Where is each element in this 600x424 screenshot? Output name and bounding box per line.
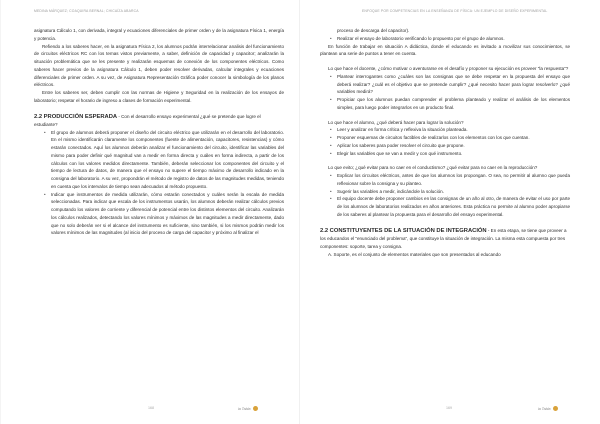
right-running-head: ENFOQUE POR COMPETENCIAS EN LA ENSEÑANZA DE FÍSICA: UN EJEMPLO DE DISEÑO EXPERIMENTAL <box>362 9 548 13</box>
list-item: • Leer y analizar en forma crítica y reflexiva la situación planteada. <box>337 126 570 134</box>
list-item: • Indicar que instrumentos de medida utilizarán, cómo estarán conectados y cuáles serán la escala de medida seleccionadas. Para indicar que escala de los instrumentos usarán, los alumnos deberán realizar cálculos previos computando los valores de corriente y diferencial de potencial entre los distintos elementos del circuito. Analizarán los cálculos realizados, detectando los valores mínimos y máximos de las magnitudes a medir directamente, dado que no solo deberán ver si el alcance del instrumento es suficiente, sino también, si los mismos podrán medir los valores mínimos de las magnitudes (al inicio del proceso de carga del capacitor y próximo al finalizar el <box>51 191 284 238</box>
brand-text: ia Tabla <box>238 406 251 411</box>
paragraph: En función de trabajar en situación A didáctica, donde el educando es invitado a movilizar sus conocimientos, se plantean una serie de puntos a tener en cuenta. <box>320 43 570 57</box>
bullet-list <box>320 126 570 157</box>
page-number: 169 <box>446 406 452 410</box>
list-item: • Sugerir las variables a medir, indicándole la solución. <box>337 188 570 196</box>
paragraph: Lo que evito; ¿qué evitar para no caer en el conductismo? ¿qué evitar para no caer en la reproducción? <box>328 165 538 171</box>
right-page-content <box>320 27 570 258</box>
section-lead: - Con el desarrollo ensayo experimental ¿qué se pretende que logre el estudiante? <box>34 113 261 127</box>
paragraph: Lo que hace el docente, ¿cómo motivar o aventurarse en el desafío y proponer su ejecución es proveer "la respuesta"? <box>328 66 569 71</box>
right-footer-brand <box>538 406 558 411</box>
left-page-content <box>34 27 284 237</box>
list-item: • Elegir las variables que se van a medir y con qué instrumento. <box>337 150 570 158</box>
list-item: • Explicar los circuitos eléctricos, antes de que los alumnos los propongan. O sea, no permitir al alumno que pueda reflexionar sobre la consigna y su planteo. <box>337 172 570 188</box>
section-heading <box>320 227 570 251</box>
right-page <box>300 0 600 424</box>
bullet-list <box>320 172 570 219</box>
section-title: 2.2 PRODUCCIÓN ESPERADA <box>34 113 118 120</box>
section-lead: - En esta etapa, se tiene que proveer a los educandos el "enunciado del problema", que constituye la situación de integración. La misma esta compuesta por tres componentes: soporte, tarea y consigna. <box>320 227 567 249</box>
list-item: • Propiciar que los alumnos puedan comprender el problema planteado y realizar el análisis de los elementos simples, para luego poder integrarlos en un producto final. <box>337 96 570 112</box>
section-heading <box>34 113 284 129</box>
section-title: 2.2 CONSTITUYENTES DE LA SITUACIÓN DE INTEGRACIÓN <box>320 227 487 234</box>
paragraph: asignatura Cálculo 1, con derivada, integral y ecuaciones diferenciales de primer orden y de la asignatura Física 1, energía y potencia. <box>34 28 284 41</box>
bullet-list <box>320 35 570 43</box>
brand-text: ia Tabla <box>538 406 551 411</box>
paragraph: proceso de descarga del capacitor). <box>337 28 410 33</box>
list-item: • El grupo de alumnos deberá proponer el diseño del circuito eléctrico que utilizarán en el desarrollo del laboratorio. En el mismo identificarán claramente los componentes (fuente de alimentación, capacitores, resistencias) y cómo estarán conectados. Aquí los alumnos deberán analizar el funcionamiento del circuito, identificar las variables del mismo para poder definir qué magnitud van a medir en forma directa y cuáles en forma indirecta, a partir de los cálculos con los valores medidos directamente. También, deberán seleccionar los componentes del circuito y el tiempo de lectura de datos, de manera que el ensayo no supere el tiempo máximo de desarrollo indicado en la consigna del laboratorio. A su vez, propondrán el método de registro de datos de las magnitudes medidas, teniendo en cuenta que los intervalos de tiempo sean adecuados al método propuesto. <box>51 129 284 191</box>
left-running-head: MEDINA MÁRQUEZ; COAQUIRA BERNAL; CHICAÍZA ABARCA <box>34 9 139 13</box>
list-item: • Plantear interrogantes como ¿cuáles son las consignas que se debe respetar en la propuesta del ensayo que deberá realizar? ¿cuál es el objetivo que se pretende cumplir? ¿qué necesito hacer para lograr resolverlo? ¿qué variables medirá? <box>337 73 570 96</box>
paragraph: A. Soporte, es el conjunto de elementos materiales que son presentados al educando <box>328 251 501 257</box>
page-number: 168 <box>148 406 154 410</box>
paragraph: Refiendo a los saberes hacer, en la asignatura Física 2, los alumnos podrán interrelacionar analisis del funcionamiento de circuitos eléctricos RC con los temas vistos previamente, a saber, definición de capacidad y capacitor; analizarán la situación problemática que se les presente y realizarán esquemas de conexión de los componentes eléctricos. Como saberes hacer previos de la asignatura Cálculo 1, deben poder resolver derivadas, calcular integrales y ecuaciones diferenciales de primer orden. A su vez, de Asignatura Representación Gráfica poder conocer la simbología de los planos eléctricos. <box>34 43 284 88</box>
bullet-list <box>34 129 284 238</box>
brand-logo-icon <box>553 406 558 411</box>
paragraph: Entre los saberes ser, deben cumplir con las normas de Higiene y Seguridad en la realización de los ensayos de laboratorio; respetar el horario de ingreso a clases de formación experimental. <box>34 90 284 103</box>
list-item: • El equipo docente debe proponer cambios en las consignas de un año al otro, de manera de evitar el uso por parte de los alumnos de laboratorios realizados en años anteriores. Esta práctica no permite al alumno poder apropiarse de los saberes al plantear la propuesta para el desarrollo del ensayo experimental. <box>337 195 570 218</box>
page-edge <box>0 0 1 424</box>
right-page-number <box>446 406 452 410</box>
list-item: • Proponer esquemas de circuitos factibles de realizarlos con los elementos con los que cuentan. <box>337 134 570 142</box>
list-item: • Realizar el ensayo de laboratorio verificando lo propuesto por el grupo de alumnos. <box>337 35 570 43</box>
list-item: • Aplicar los saberes para poder resolver el circuito que propone. <box>337 142 570 150</box>
brand-logo-icon <box>253 406 258 411</box>
bullet-list <box>320 73 570 112</box>
left-page-number <box>148 406 154 410</box>
left-footer-brand <box>238 406 258 411</box>
paragraph: Lo que hace el alumno, ¿qué deberá hacer para lograr la solución? <box>328 119 464 125</box>
